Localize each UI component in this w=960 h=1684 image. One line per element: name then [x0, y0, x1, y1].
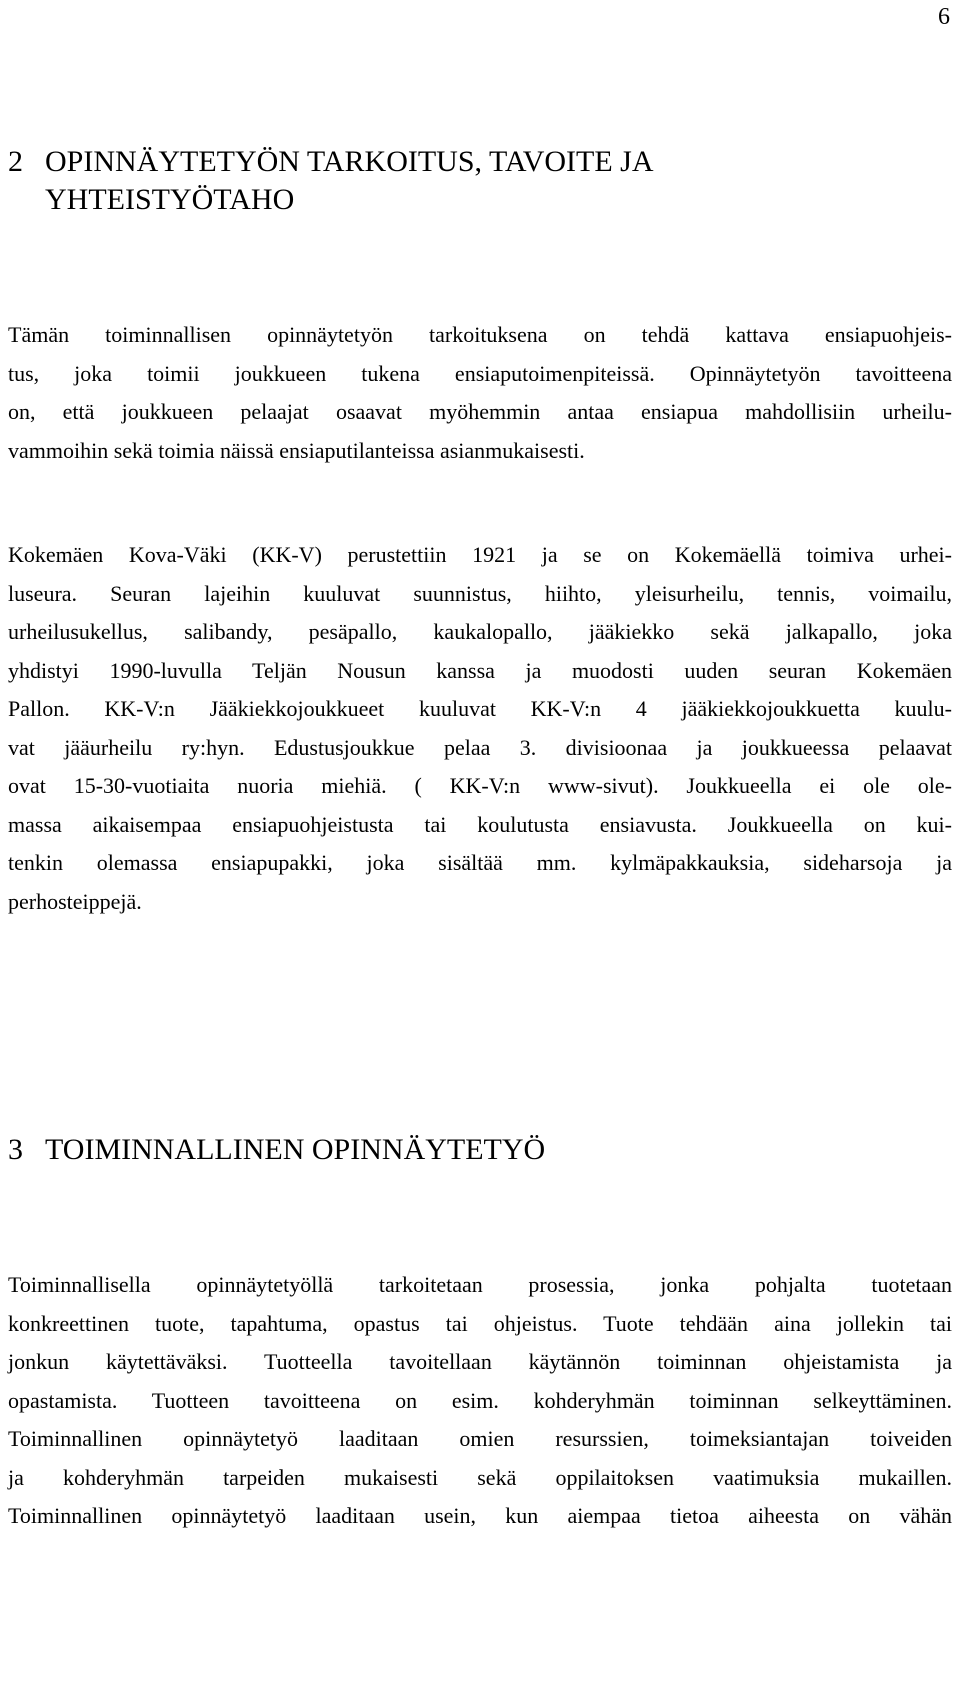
paragraph-line: konkreettinen tuote, tapahtuma, opastus tai ohjeistus. Tuote tehdään aina jollekin tai — [8, 1310, 952, 1336]
section-3-title: TOIMINNALLINEN OPINNÄYTETYÖ — [45, 1133, 546, 1166]
paragraph-line: vammoihin sekä toimia näissä ensiaputilanteissa asianmukaisesti. — [8, 437, 585, 463]
paragraph-line: luseura. Seuran lajeihin kuuluvat suunnistus, hiihto, yleisurheilu, tennis, voimailu, — [8, 580, 952, 606]
paragraph-line: Kokemäen Kova-Väki (KK-V) perustettiin 1921 ja se on Kokemäellä toimiva urhei- — [8, 542, 952, 567]
paragraph-line: yhdistyi 1990-luvulla Teljän Nousun kanssa ja muodosti uuden seuran Kokemäen — [8, 657, 952, 683]
paragraph-line: jonkun käytettäväksi. Tuotteella tavoitellaan käytännön toiminnan ohjeistamista ja — [8, 1349, 952, 1374]
paragraph-line: ja kohderyhmän tarpeiden mukaisesti sekä oppilaitoksen vaatimuksia mukaillen. — [8, 1464, 952, 1490]
section-3-number: 3 — [8, 1133, 23, 1166]
paragraph-line: Toiminnallinen opinnäytetyö laaditaan usein, kun aiempaa tietoa aiheesta on vähän — [8, 1503, 952, 1528]
paragraph-line: tus, joka toimii joukkueen tukena ensiaputoimenpiteissä. Opinnäytetyön tavoitteena — [8, 360, 952, 386]
paragraph-line: massa aikaisempaa ensiapuohjeistusta tai koulutusta ensiavusta. Joukkueella on kui- — [8, 811, 952, 837]
section-2-title-line-1: OPINNÄYTETYÖN TARKOITUS, TAVOITE JA — [45, 145, 654, 178]
section-2-paragraph-2 — [8, 536, 952, 921]
paragraph-line: tenkin olemassa ensiapupakki, joka sisältää mm. kylmäpakkauksia, sideharsoja ja — [8, 850, 952, 875]
section-3-paragraph-1 — [8, 1266, 952, 1536]
section-2-paragraph-1 — [8, 316, 952, 470]
paragraph-line: Tämän toiminnallisen opinnäytetyön tarkoituksena on tehdä kattava ensiapuohjeis- — [8, 322, 952, 347]
section-3-heading — [8, 1131, 545, 1169]
paragraph-line: on, että joukkueen pelaajat osaavat myöhemmin antaa ensiapua mahdollisiin urheilu- — [8, 399, 952, 424]
paragraph-line: Toiminnallisella opinnäytetyöllä tarkoitetaan prosessia, jonka pohjalta tuotetaan — [8, 1272, 952, 1297]
paragraph-line: Toiminnallinen opinnäytetyö laaditaan omien resurssien, toimeksiantajan toiveiden — [8, 1426, 952, 1451]
page-number: 6 — [938, 4, 950, 30]
paragraph-line: Pallon. KK-V:n Jääkiekkojoukkueet kuuluvat KK-V:n 4 jääkiekkojoukkuetta kuulu- — [8, 696, 952, 721]
section-2-number: 2 — [8, 145, 23, 178]
paragraph-line: vat jääurheilu ry:hyn. Edustusjoukkue pelaa 3. divisioonaa ja joukkueessa pelaavat — [8, 734, 952, 760]
section-2-title-line-2: YHTEISTYÖTAHO — [45, 183, 295, 216]
paragraph-line: perhosteippejä. — [8, 888, 142, 914]
paragraph-line: ovat 15-30-vuotiaita nuoria miehiä. ( KK-V:n www-sivut). Joukkueella ei ole ole- — [8, 773, 952, 798]
paragraph-line: opastamista. Tuotteen tavoitteena on esim. kohderyhmän toiminnan selkeyttäminen. — [8, 1387, 952, 1413]
section-2-heading — [8, 143, 654, 219]
paragraph-line: urheilusukellus, salibandy, pesäpallo, kaukalopallo, jääkiekko sekä jalkapallo, joka — [8, 619, 952, 644]
